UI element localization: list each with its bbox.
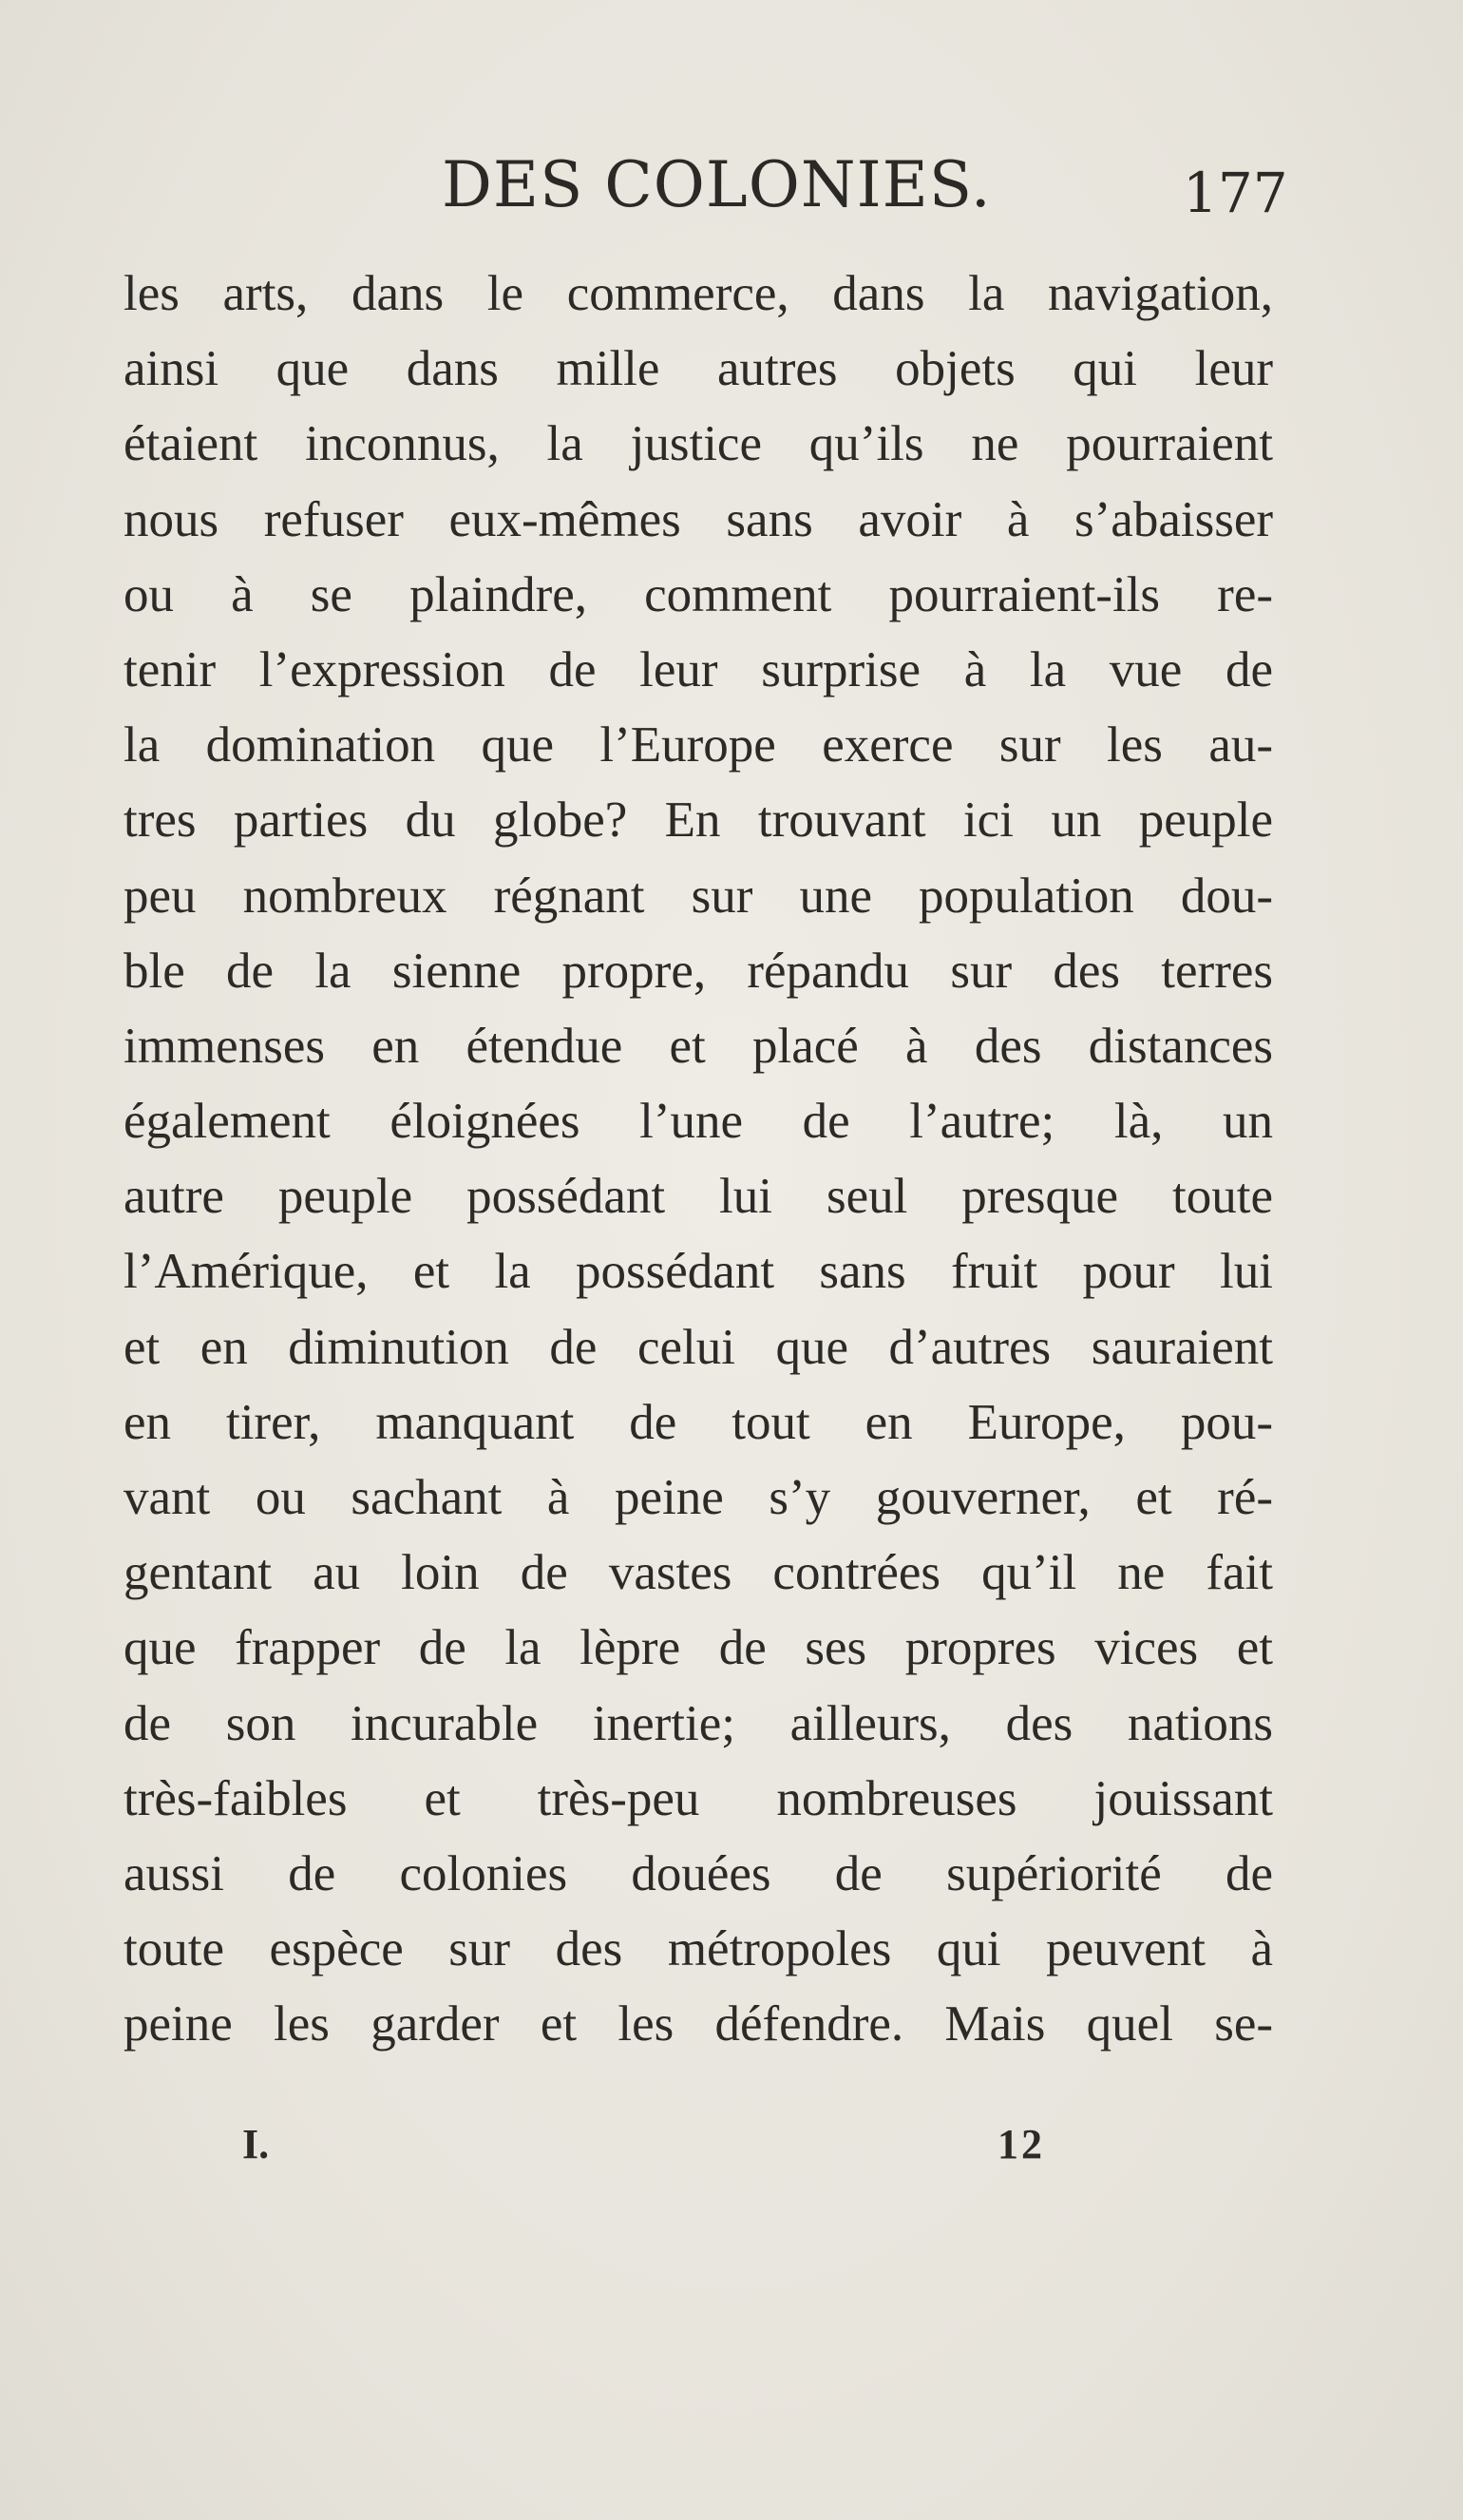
text-line: étaient inconnus, la justice qu’ils ne pourraient [124,416,1273,472]
text-line: vant ou sachant à peine s’y gouverner, et ré- [124,1470,1273,1525]
text-line: en tirer, manquant de tout en Europe, pou- [124,1394,1273,1450]
text-line: l’Amérique, et la possédant sans fruit pour lui [124,1244,1273,1300]
text-line: ainsi que dans mille autres objets qui leur [124,341,1273,397]
page-number: 177 [1183,161,1288,225]
body-text [124,257,1273,2063]
text-line: tenir l’expression de leur surprise à la vue de [124,641,1273,697]
text-line: la domination que l’Europe exerce sur les au- [124,717,1273,773]
text-line: aussi de colonies douées de supériorité de [124,1845,1273,1901]
text-line: peine les garder et les défendre. Mais quel se- [124,1996,1273,2052]
sheet-number: 12 [998,2121,1045,2167]
text-line: tres parties du globe? En trouvant ici un peuple [124,792,1273,849]
text-line: de son incurable inertie; ailleurs, des nations [124,1695,1273,1751]
text-line: également éloignées l’une de l’autre; là, un [124,1094,1273,1150]
text-line: peu nombreux régnant sur une population dou- [124,868,1273,924]
text-line: très-faibles et très-peu nombreuses jouissant [124,1770,1273,1826]
page-header [0,143,1463,228]
page-footer [0,2111,1463,2178]
text-line: nous refuser eux-mêmes sans avoir à s’abaisser [124,491,1273,547]
text-line: et en diminution de celui que d’autres sauraient [124,1319,1273,1375]
signature-mark: I. [242,2121,270,2167]
text-line: que frapper de la lèpre de ses propres vices et [124,1620,1273,1676]
text-line: gentant au loin de vastes contrées qu’il ne fait [124,1545,1273,1601]
text-line: les arts, dans le commerce, dans la navigation, [124,266,1273,321]
text-line: ble de la sienne propre, répandu sur des terres [124,943,1273,999]
text-line: autre peuple possédant lui seul presque toute [124,1169,1273,1225]
text-line: ou à se plaindre, comment pourraient-ils re- [124,566,1273,622]
text-line: toute espèce sur des métropoles qui peuvent à [124,1921,1273,1977]
text-line: immenses en étendue et placé à des distances [124,1018,1273,1074]
running-title: DES COLONIES. [442,148,992,221]
